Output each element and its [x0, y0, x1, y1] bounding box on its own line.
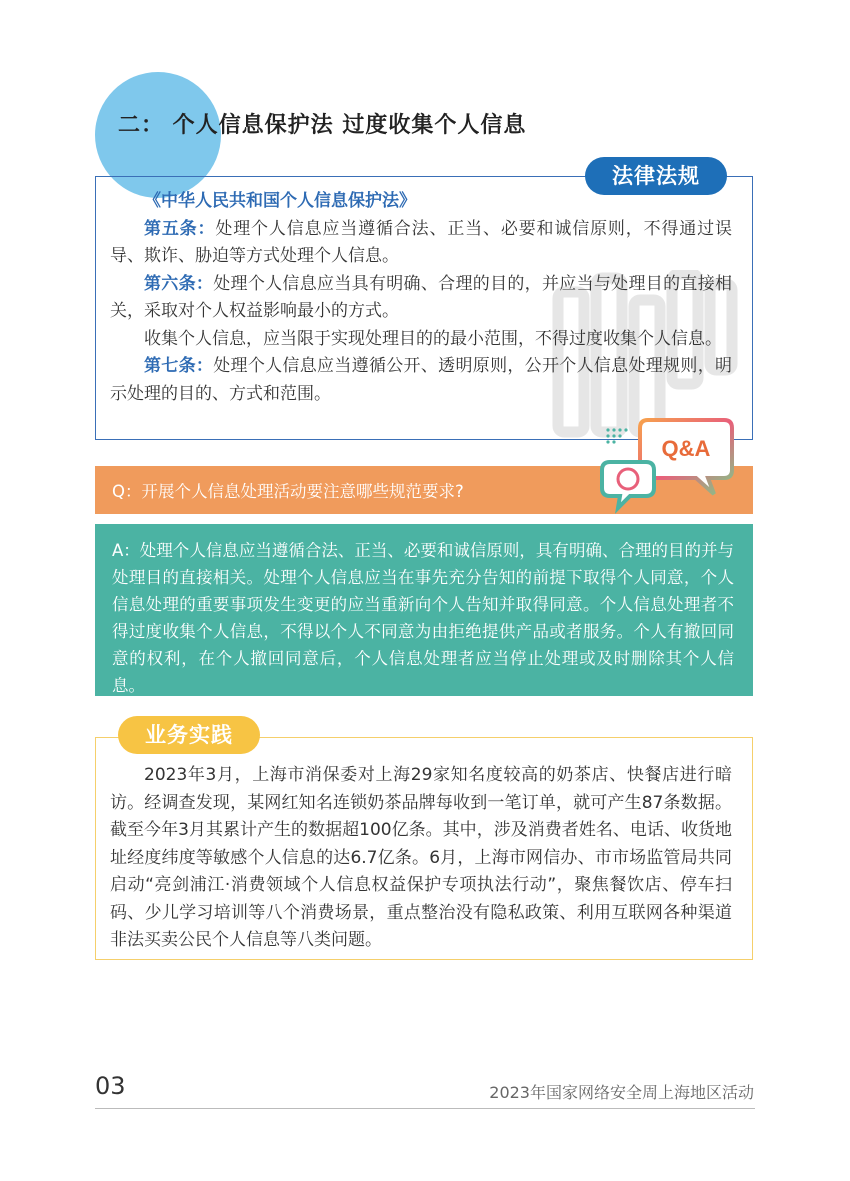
question-text: Q：开展个人信息处理活动要注意哪些规范要求?	[112, 482, 464, 501]
practice-tag: 业务实践	[118, 716, 260, 754]
law-name: 《中华人民共和国个人信息保护法》	[144, 191, 416, 211]
footer-event-title: 2023年国家网络安全周上海地区活动	[489, 1083, 754, 1102]
footer-divider	[95, 1108, 755, 1109]
article-5: 第五条：处理个人信息应当遵循合法、正当、必要和诚信原则，不得通过误导、欺诈、胁迫等方式处理个人信息。	[110, 218, 732, 266]
article-6-clause: 收集个人信息，应当限于实现处理目的的最小范围，不得过度收集个人信息。	[144, 328, 722, 349]
qa-icon-label: Q&A	[661, 436, 711, 461]
law-tag: 法律法规	[585, 157, 727, 195]
page-number: 03	[95, 1072, 126, 1100]
law-content	[110, 188, 732, 408]
answer-text: A：处理个人信息应当遵循合法、正当、必要和诚信原则，具有明确、合理的目的并与处理目的直接相关。处理个人信息应当在事先充分告知的前提下取得个人同意，个人信息处理的重要事项发生变更的应当重新向个人告知并取得同意。个人信息处理者不得过度收集个人信息，不得以个人不同意为由拒绝提供产品或者服务。个人有撤回同意的权利，在个人撤回同意后，个人信息处理者应当停止处理或及时删除其个人信息。	[112, 541, 734, 695]
practice-text: 2023年3月，上海市消保委对上海29家知名度较高的奶茶店、快餐店进行暗访。经调查发现，某网红知名连锁奶茶品牌每收到一笔订单，就可产生87条数据。截至今年3月其累计产生的数据超100亿条。其中，涉及消费者姓名、电话、收货地址经度纬度等敏感个人信息的达6.7亿条。6月，上海市网信办、市市场监管局共同启动“亮剑浦江·消费领域个人信息权益保护专项执法行动”，聚焦餐饮店、停车扫码、少儿学习培训等八个消费场景，重点整治没有隐私政策、利用互联网各种渠道非法买卖公民个人信息等八类问题。	[110, 765, 732, 950]
section-title: 二： 个人信息保护法 过度收集个人信息	[118, 113, 527, 138]
qa-chat-icon	[596, 414, 736, 514]
article-7: 第七条：处理个人信息应当遵循公开、透明原则，公开个人信息处理规则，明示处理的目的、方式和范围。	[110, 356, 733, 404]
article-6: 第六条：处理个人信息应当具有明确、合理的目的，并应当与处理目的直接相关，采取对个人权益影响最小的方式。	[110, 273, 733, 321]
